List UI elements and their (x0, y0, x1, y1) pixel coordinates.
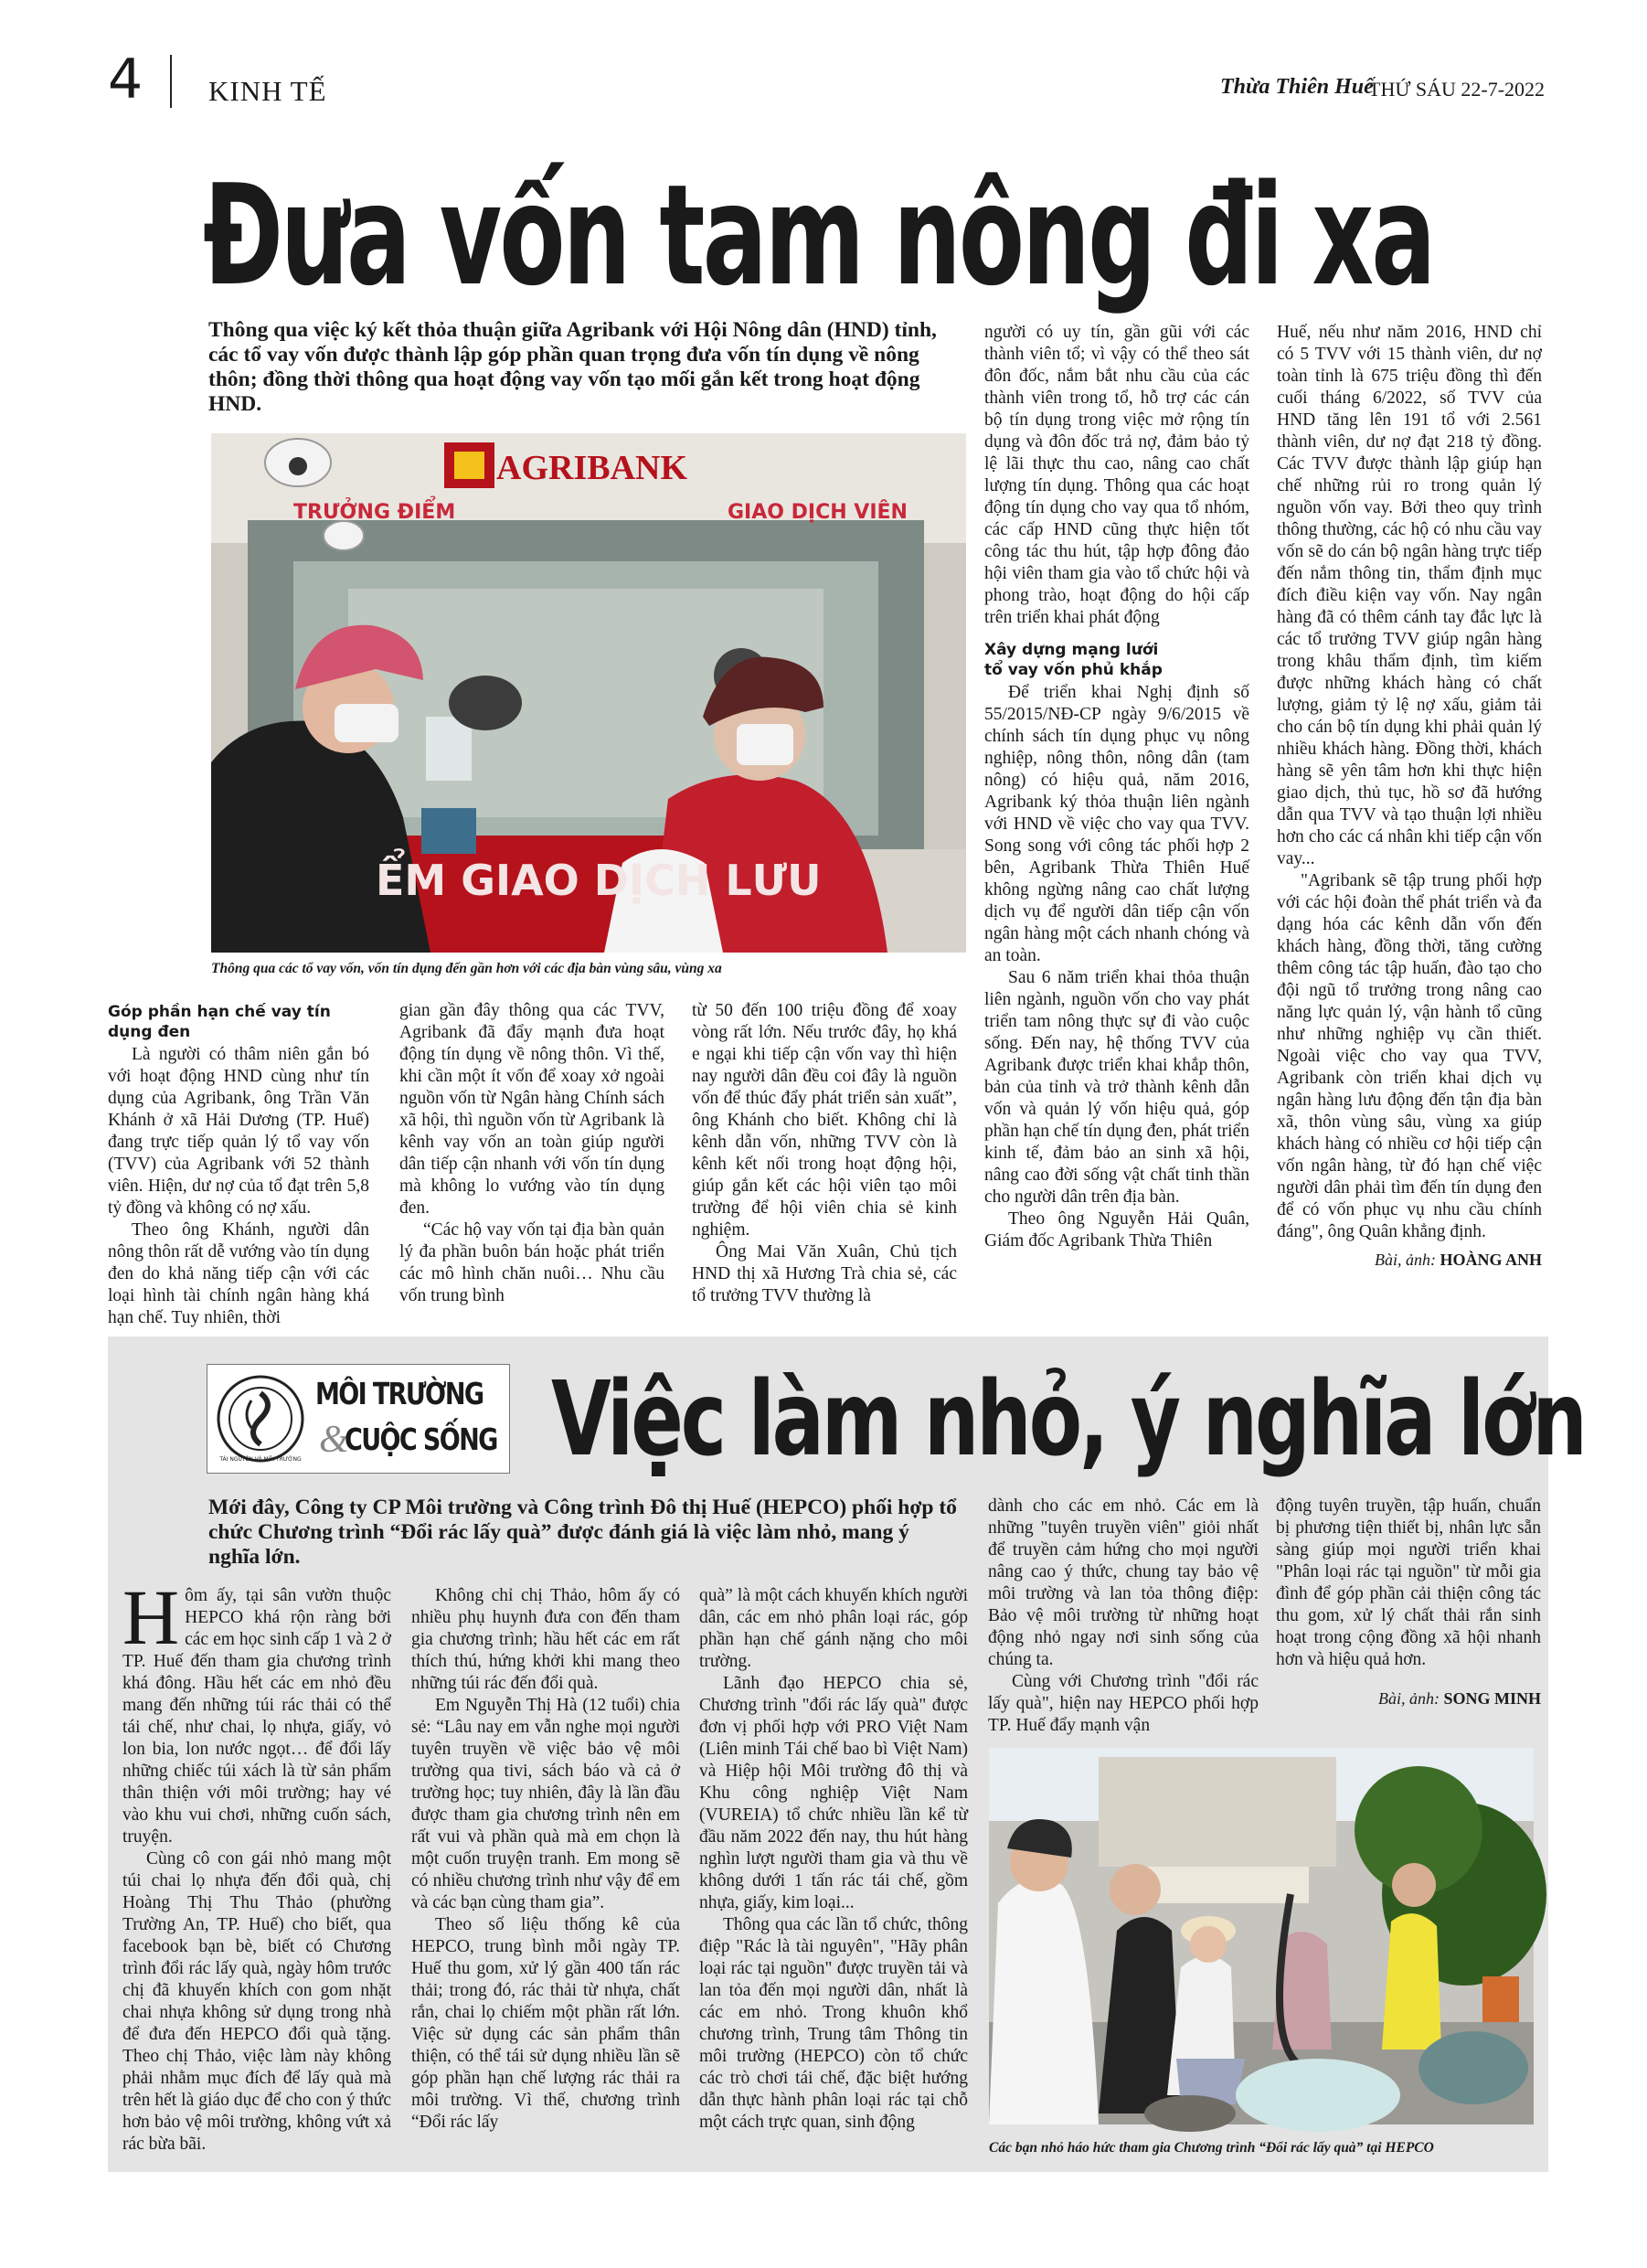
article1-subhead-2: Xây dựng mạng lưới tổ vay vốn phủ khắp (984, 641, 1163, 679)
paragraph: Em Nguyễn Thị Hà (12 tuổi) chia sẻ: “Lâu nay em vẫn nghe mọi người tuyên truyền về việc bảo vệ môi trường qua tivi, sách báo và cả ở trường học; tuy nhiên, đây là lần đầu được tham gia chương trình nên em rất vui và phần quà mà em chọn là một cuốn truyện tranh. Em mong sẽ có nhiều chương trình như vậy để em và các bạn cùng tham gia”. (411, 1696, 680, 1912)
article2-lead: Mới đây, Công ty CP Môi trường và Công trình Đô thị Huế (HEPCO) phối hợp tổ chức Chương trình “Đổi rác lấy quà” được đánh giá là việc làm nhỏ, mang ý nghĩa lớn. (208, 1496, 957, 1569)
paragraph-text: ôm ấy, tại sân vườn thuộc HEPCO khá rộn ràng bởi các em học sinh cấp 1 và 2 ở TP. Huế đến tham gia chương trình khá đông. Hầu hết các em nhỏ đều mang đến những túi rác thải có thể tái chế, như chai, lọ nhựa, giấy, vỏ lon bia, lon nước ngọt… để đổi lấy những chiếc túi xách là từ sản phẩm thân thiện với môi trường; hay vé vào khu vui chơi, những cuốn sách, truyện. (122, 1586, 391, 1847)
paragraph: Không chỉ chị Thảo, hôm ấy có nhiều phụ huynh đưa con đến tham gia chương trình; hầu hết các em rất thích thú, hứng khởi khi mang theo những túi rác đến đổi quà. (411, 1586, 680, 1693)
section-name: KINH TẾ (208, 75, 327, 107)
sign-truong-diem: TRƯỞNG ĐIỂM (293, 501, 456, 524)
counter-banner: ỂM GIAO DỊCH LƯU (376, 856, 822, 905)
hepco-scene (989, 1748, 1534, 2124)
paragraph: dành cho các em nhỏ. Các em là những "tuyên truyền viên" giỏi nhất để truyền cảm hứng cho mọi người nâng cao ý thức, chung tay bảo vệ môi trường và lan tỏa thông điệp: Bảo vệ môi trường từ những hoạt động nhỏ ngay nơi sinh sống của chúng ta. (988, 1496, 1259, 1669)
paragraph: Thông qua các lần tổ chức, thông điệp "Rác là tài nguyên", "Hãy phân loại rác tại nguồn" được truyền tải và lan tỏa đến mọi người dân, nhất là các em nhỏ. Trong khuôn khổ chương trình, Trung tâm Thông tin môi trường (HEPCO) còn tổ chức các trò chơi tái chế, đặc biệt hướng dẫn thực hành phân loại rác tại chỗ một cách trực quan, sinh động (699, 1915, 968, 2132)
paragraph: Cùng với Chương trình "đổi rác lấy quà", hiện nay HEPCO phối hợp TP. Huế đẩy mạnh vận (988, 1672, 1259, 1735)
article1-headline: Đưa vốn tam nông đi xa (203, 154, 1434, 316)
moi-truong-cuoc-song-logo (207, 1364, 510, 1474)
agribank-photo-caption: Thông qua các tổ vay vốn, vốn tín dụng đến gần hơn với các địa bàn vùng sâu, vùng xa (211, 961, 722, 976)
paragraph: Huế, nếu như năm 2016, HND chỉ có 5 TVV với 15 thành viên, dư nợ toàn tỉnh là 675 triệu đồng thì đến cuối tháng 6/2022, số TVV của HND tăng lên 191 tổ với 2.561 thành viên, dư nợ đạt 218 tỷ đồng. Các TVV được thành lập giúp hạn chế những rủi ro trong quản lý nguồn vốn vay. Bởi theo quy trình thông thường, các hộ có nhu cầu vay vốn sẽ do cán bộ ngân hàng trực tiếp đến nắm thông tin, thẩm định mục đích điều kiện vay vốn. Nay ngân hàng đã có thêm cánh tay đắc lực là các tổ trưởng TVV giúp ngân hàng trong khâu thẩm định, tìm kiếm được những khách hàng có chất lượng, giảm tỷ lệ nợ xấu, giảm tải cho cán bộ tín dụng khi phải quản lý nhiều khách hàng. Đồng thời, khách hàng sẽ yên tâm hơn khi thực hiện giao dịch, thủ tục, hồ sơ đã hướng dẫn qua TVV và tạo thuận lợi nhiều hơn cho các cá nhân khi tiếp cận vốn vay... (1277, 323, 1542, 868)
logo-line-1: MÔI TRƯỜNG (315, 1376, 483, 1411)
agribank-photo (211, 433, 966, 953)
paragraph: từ 50 đến 100 triệu đồng để xoay vòng rất lớn. Nếu trước đây, họ khá e ngại khi tiếp cận vốn vay thì hiện nay người dân đều coi đây là nguồn vốn để thúc đẩy phát triển sản xuất”, ông Khánh cho biết. Không chỉ là kênh dẫn vốn, những TVV còn là kênh kết nối trong hoạt động hội, giúp gắn kết các hội viên tạo môi trường để hội viên chia sẻ kinh nghiệm. (692, 1001, 957, 1240)
paragraph: Là người có thâm niên gắn bó với hoạt động HND cùng như tín dụng của Agribank, ông Trần Văn Khánh ở xã Hải Dương (TP. Huế) đang trực tiếp quản lý tổ vay vốn (TVV) của Agribank với 52 thành viên. Hiện, dư nợ của tổ đạt trên 5,8 tỷ đồng và không có nợ xấu. (108, 1045, 369, 1218)
article1-byline (1277, 1249, 1542, 1271)
sign-giao-dich-vien: GIAO DỊCH VIÊN (728, 501, 908, 524)
paragraph: quà” là một cách khuyến khích người dân, các em nhỏ phân loại rác, góp phần hạn chế gánh nặng cho môi trường. (699, 1586, 968, 1671)
article1-column-3 (692, 1000, 957, 1311)
article1-column-2 (399, 1000, 664, 1311)
article1-lead: Thông qua việc ký kết thỏa thuận giữa Agribank với Hội Nông dân (HND) tỉnh, các tổ vay vốn được thành lập góp phần quan trọng đưa vốn tín dụng về nông thôn; đồng thời thông qua hoạt động vay vốn tạo mối gắn kết trong hoạt động HND. (208, 318, 937, 416)
page-number: 4 (108, 48, 143, 112)
paragraph: Theo ông Nguyễn Hải Quân, Giám đốc Agribank Thừa Thiên (984, 1209, 1249, 1251)
paragraph: Cùng cô con gái nhỏ mang một túi chai lọ nhựa đến đổi quà, chị Hoàng Thị Thu Thảo (phường Trường An, TP. Huế) cho biết, qua facebook bạn bè, biết có Chương trình đổi rác lấy quà, ngày hôm trước chị đã khuyến khích con gom nhặt chai nhựa không sử dụng trong nhà để đưa đến HEPCO đổi quà tặng. Theo chị Thảo, việc làm này không phải nhằm mục đích để lấy quà mà trên hết là giáo dục để cho con ý thức hơn bảo vệ môi trường, không vứt xả rác bừa bãi. (122, 1849, 391, 2154)
article1-column-4 (984, 322, 1249, 1311)
paragraph: gian gần đây thông qua các TVV, Agribank đã đẩy mạnh đưa hoạt động tín dụng về nông thôn. Vì thế, khi cần một ít vốn để xoay xở ngoài nguồn vốn từ Ngân hàng Chính sách xã hội, thì nguồn vốn từ Agribank là kênh vay vốn an toàn giúp người dân tiếp cận nhanh với vốn tín dụng mà không lo vướng vào tín dụng đen. (399, 1001, 664, 1218)
page-header (0, 0, 1647, 119)
environment-emblem-icon (215, 1373, 306, 1464)
article2-column-4 (988, 1496, 1259, 1733)
drop-cap: H (122, 1573, 180, 1661)
logo-line-2: CUỘC SỐNG (345, 1421, 497, 1457)
paragraph: động tuyên truyền, tập huấn, chuẩn bị phương tiện thiết bị, nhân lực sẵn sàng giúp mọi người triển khai "Phân loại rác tại nguồn" từ mỗi gia đình để góp phần cải thiện công tác thu gom, xử lý chất thải rắn sinh hoạt trong cộng đồng xã hội nhanh hơn và hiệu quả hơn. (1276, 1496, 1541, 1669)
article1-subhead-1: Góp phần hạn chế vay tín dụng đen (108, 1003, 331, 1041)
byline-label: Bài, ảnh: (1374, 1251, 1436, 1269)
header-divider (170, 55, 172, 108)
byline-author: HOÀNG ANH (1440, 1251, 1542, 1269)
article2-column-2 (411, 1585, 680, 2163)
byline-author: SONG MINH (1443, 1689, 1541, 1708)
article1-column-1 (108, 998, 369, 1327)
paragraph: “Các hộ vay vốn tại địa bàn quản lý đa phần buôn bán hoặc phát triển các mô hình chăn nuôi… Nhu cầu vốn trung bình (399, 1220, 664, 1305)
paragraph (122, 1573, 391, 1848)
byline-label: Bài, ảnh: (1377, 1689, 1440, 1708)
article2-column-5 (1276, 1496, 1541, 1733)
agribank-sign: AGRIBANK (496, 449, 688, 487)
paragraph: Sau 6 năm triển khai thỏa thuận liên ngành, nguồn vốn cho vay phát triển tam nông thực sự đi vào cuộc sống. Đến nay, hệ thống TVV của Agribank được triển khai khắp thôn, bản của tỉnh và trở thành kênh dẫn vốn và quản lý vốn hiệu quả, góp phần hạn chế tín dụng đen, phát triển kinh tế, đảm bảo an sinh xã hội, nâng cao đời sống vật chất tinh thần cho người dân trên địa bàn. (984, 968, 1249, 1207)
paragraph: Theo số liệu thống kê của HEPCO, trung bình mỗi ngày TP. Huế thu gom, xử lý gần 400 tấn rác thải; trong đó, rác thải từ nhựa, chất rắn, chai lọ chiếm một phần rất lớn. Việc sử dụng các sản phẩm thân thiện, có thể tái sử dụng nhiều lần sẽ góp phần hạn chế lượng rác thải ra môi trường. Vì thế, chương trình “Đổi rác lấy (411, 1915, 680, 2132)
hepco-photo-caption: Các bạn nhỏ háo hức tham gia Chương trình “Đổi rác lấy quà” tại HEPCO (989, 2140, 1434, 2156)
paragraph: người có uy tín, gần gũi với các thành viên tổ; vì vậy có thể theo sát đôn đốc, nắm bắt nhu cầu của các thành viên trong tổ, hỗ trợ các cán bộ tín dụng trong việc mở rộng tín dụng và đôn đốc trả nợ, đảm bảo tỷ lệ lãi thực thu cao, nâng cao chất lượng tín dụng. Thông qua các hoạt động tín dụng cho vay qua tổ nhóm, các cấp HND cũng thực hiện tốt công tác thu hút, tập hợp đông đảo hội viên tham gia vào tổ chức hội và phong trào, hoạt động do hội cấp trên triển khai phát động (984, 323, 1249, 627)
paragraph: Ông Mai Văn Xuân, Chủ tịch HND thị xã Hương Trà chia sẻ, các tổ trưởng TVV thường là (692, 1242, 957, 1305)
article1-column-5 (1277, 322, 1542, 1311)
issue-date: THỨ SÁU 22-7-2022 (1368, 78, 1546, 101)
logo-ring-text: TÀI NGUYÊN VÀ MÔI TRƯỜNG (219, 1456, 302, 1463)
newspaper-name: Thừa Thiên Huế (1220, 75, 1374, 99)
logo-ampersand: & (319, 1419, 349, 1461)
hepco-photo (989, 1748, 1534, 2124)
paragraph: "Agribank sẽ tập trung phối hợp với các hội đoàn thể phát triển và đa dạng hóa các kênh dẫn vốn đến khách hàng, đồng thời, tăng cường thêm công tác tập huấn, đào tạo cho đội ngũ tổ trưởng trong nâng cao năng lực quản lý, vận hành tổ cũng như những nghiệp vụ cần thiết. Ngoài việc cho vay qua TVV, Agribank còn triển khai dịch vụ ngân hàng lưu động đến tận địa bàn xã, thôn vùng sâu, vùng xa giúp khách hàng có nhiều cơ hội tiếp cận vốn ngân hàng, từ đó hạn chế việc người dân phải tìm đến tín dụng đen để có vốn phục vụ nhu cầu chính đáng", ông Quân khẳng định. (1277, 871, 1542, 1241)
paragraph: Lãnh đạo HEPCO chia sẻ, Chương trình "đổi rác lấy quà" được đơn vị phối hợp với PRO Việt Nam (Liên minh Tái chế bao bì Việt Nam) và Hiệp hội Môi trường đô thị và Khu công nghiệp Việt Nam (VUREIA) tổ chức nhiều lần kể từ đầu năm 2022 đến nay, thu hút hàng nghìn lượt người tham gia và thu về không dưới 1 tấn rác tái chế, gồm nhựa, giấy, kim loại... (699, 1674, 968, 1912)
article2-column-3 (699, 1585, 968, 2163)
article2-headline: Việc làm nhỏ, ý nghĩa lớn (551, 1360, 1585, 1479)
paragraph: Theo ông Khánh, người dân nông thôn rất dễ vướng vào tín dụng đen do khả năng tiếp cận với các loại hình tài chính ngân hàng khá hạn chế. Tuy nhiên, thời (108, 1220, 369, 1327)
paragraph: Để triển khai Nghị định số 55/2015/NĐ-CP ngày 9/6/2015 về chính sách tín dụng phục vụ nông nghiệp, nông thôn, nông dân (tam nông) có hiệu quả, năm 2016, Agribank ký thỏa thuận liên ngành với HND về việc cho vay qua TVV. Song song với công tác phối hợp 2 bên, Agribank Thừa Thiên Huế không ngừng nâng cao chất lượng dịch vụ để người dân tiếp cận vốn ngân hàng một cách nhanh chóng và an toàn. (984, 683, 1249, 965)
article2-byline (1276, 1688, 1541, 1709)
article2-column-1 (122, 1573, 391, 2163)
